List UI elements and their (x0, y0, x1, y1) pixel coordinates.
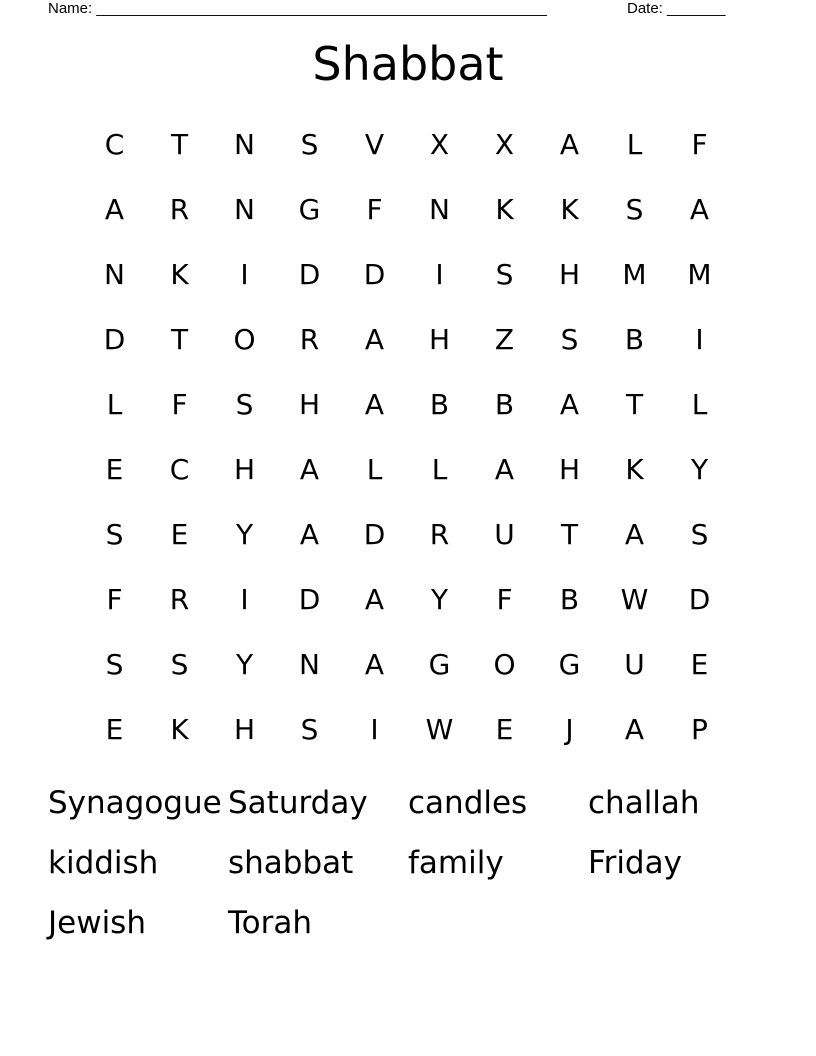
grid-row (82, 567, 732, 632)
grid-letter[interactable]: T (170, 323, 189, 356)
grid-letter[interactable]: F (366, 193, 383, 226)
grid-letter[interactable]: B (494, 388, 515, 421)
grid-letter[interactable]: H (428, 323, 451, 356)
grid-letter[interactable]: X (494, 128, 515, 161)
grid-letter[interactable]: G (558, 648, 581, 681)
grid-letter[interactable]: C (104, 128, 125, 161)
grid-letter[interactable]: W (620, 583, 649, 616)
grid-letter[interactable]: D (363, 518, 386, 551)
grid-row (82, 632, 732, 697)
word-bank-item: shabbat (228, 845, 354, 881)
worksheet-header (48, 0, 748, 20)
grid-letter[interactable]: I (695, 323, 704, 356)
grid-row (82, 112, 732, 177)
grid-letter[interactable]: S (560, 323, 579, 356)
grid-letter[interactable]: M (622, 258, 647, 291)
grid-letter[interactable]: A (494, 453, 515, 486)
grid-letter[interactable]: S (170, 648, 189, 681)
grid-row (82, 502, 732, 567)
grid-letter[interactable]: Z (494, 323, 515, 356)
grid-letter[interactable]: G (428, 648, 451, 681)
grid-letter[interactable]: N (104, 258, 125, 291)
word-bank-item: Synagogue (48, 785, 222, 821)
grid-letter[interactable]: R (429, 518, 450, 551)
grid-letter[interactable]: I (435, 258, 444, 291)
grid-letter[interactable]: E (690, 648, 709, 681)
grid-letter[interactable]: D (688, 583, 711, 616)
grid-letter[interactable]: Y (430, 583, 449, 616)
grid-letter[interactable]: A (364, 323, 385, 356)
grid-letter[interactable]: U (624, 648, 645, 681)
grid-letter[interactable]: S (105, 518, 124, 551)
grid-letter[interactable]: H (558, 258, 581, 291)
grid-letter[interactable]: L (691, 388, 708, 421)
grid-letter[interactable]: A (364, 648, 385, 681)
grid-letter[interactable]: U (494, 518, 515, 551)
grid-letter[interactable]: N (234, 193, 255, 226)
grid-letter[interactable]: D (298, 258, 321, 291)
grid-letter[interactable]: I (370, 713, 379, 746)
grid-letter[interactable]: P (691, 713, 708, 746)
grid-letter[interactable]: V (364, 128, 385, 161)
page-title: Shabbat (312, 37, 504, 91)
grid-letter[interactable]: F (106, 583, 123, 616)
grid-letter[interactable]: G (298, 193, 321, 226)
grid-letter[interactable]: A (689, 193, 710, 226)
word-bank-item: Saturday (228, 785, 368, 821)
word-bank-item: Torah (228, 905, 313, 941)
grid-letter[interactable]: W (425, 713, 454, 746)
date-field-label[interactable]: Date: _______ (627, 0, 726, 17)
grid-letter[interactable]: D (103, 323, 126, 356)
grid-letter[interactable]: D (298, 583, 321, 616)
grid-letter[interactable]: A (299, 518, 320, 551)
grid-letter[interactable]: A (559, 128, 580, 161)
grid-letter[interactable]: L (626, 128, 643, 161)
grid-row (82, 242, 732, 307)
grid-letter[interactable]: B (429, 388, 450, 421)
grid-letter[interactable]: A (624, 713, 645, 746)
word-bank-item: candles (408, 785, 528, 821)
grid-letter[interactable]: K (495, 193, 514, 226)
grid-letter[interactable]: H (233, 713, 256, 746)
grid-letter[interactable]: M (687, 258, 712, 291)
grid-letter[interactable]: R (169, 583, 190, 616)
grid-letter[interactable]: H (233, 453, 256, 486)
grid-letter[interactable]: S (625, 193, 644, 226)
grid-letter[interactable]: H (558, 453, 581, 486)
grid-row (82, 437, 732, 502)
grid-letter[interactable]: E (495, 713, 514, 746)
word-bank-item: Friday (588, 845, 682, 881)
grid-row (82, 177, 732, 242)
grid-letter[interactable]: S (495, 258, 514, 291)
grid-letter[interactable]: S (300, 713, 319, 746)
grid-letter[interactable]: Y (690, 453, 709, 486)
grid-letter[interactable]: N (429, 193, 450, 226)
grid-row (82, 697, 732, 762)
grid-letter[interactable]: C (169, 453, 190, 486)
grid-letter[interactable]: R (169, 193, 190, 226)
grid-letter[interactable]: A (299, 453, 320, 486)
grid-letter[interactable]: O (493, 648, 516, 681)
grid-letter[interactable]: K (170, 713, 189, 746)
word-bank-item: kiddish (48, 845, 159, 881)
grid-letter[interactable]: F (171, 388, 188, 421)
grid-row (82, 372, 732, 437)
grid-letter[interactable]: A (364, 583, 385, 616)
word-bank-item: family (408, 845, 504, 881)
grid-letter[interactable]: R (299, 323, 320, 356)
grid-letter[interactable]: L (366, 453, 383, 486)
grid-letter[interactable]: E (105, 713, 124, 746)
grid-letter[interactable]: K (560, 193, 579, 226)
grid-letter[interactable]: B (624, 323, 645, 356)
grid-letter[interactable]: I (240, 583, 249, 616)
grid-letter[interactable]: Y (235, 648, 254, 681)
grid-letter[interactable]: K (625, 453, 644, 486)
grid-letter[interactable]: T (170, 128, 189, 161)
grid-letter[interactable]: B (559, 583, 580, 616)
grid-letter[interactable]: T (625, 388, 644, 421)
grid-letter[interactable]: L (431, 453, 448, 486)
grid-letter[interactable]: S (235, 388, 254, 421)
word-bank-item: Jewish (48, 905, 146, 941)
grid-letter[interactable]: J (565, 713, 574, 746)
grid-letter[interactable]: A (624, 518, 645, 551)
grid-letter[interactable]: O (233, 323, 256, 356)
grid-letter[interactable]: H (298, 388, 321, 421)
grid-letter[interactable]: Y (235, 518, 254, 551)
grid-letter[interactable]: S (690, 518, 709, 551)
grid-letter[interactable]: K (170, 258, 189, 291)
word-search-grid (82, 112, 732, 762)
grid-letter[interactable]: S (105, 648, 124, 681)
grid-letter[interactable]: A (364, 388, 385, 421)
grid-letter[interactable]: I (240, 258, 249, 291)
grid-letter[interactable]: X (429, 128, 450, 161)
grid-letter[interactable]: D (363, 258, 386, 291)
grid-letter[interactable]: N (299, 648, 320, 681)
word-bank (48, 775, 768, 955)
grid-letter[interactable]: T (560, 518, 579, 551)
grid-letter[interactable]: E (170, 518, 189, 551)
grid-letter[interactable]: S (300, 128, 319, 161)
grid-letter[interactable]: A (559, 388, 580, 421)
name-field-label[interactable]: Name: ______________________________________________________ (48, 0, 547, 17)
word-bank-item: challah (588, 785, 700, 821)
grid-letter[interactable]: E (105, 453, 124, 486)
grid-row (82, 307, 732, 372)
grid-letter[interactable]: N (234, 128, 255, 161)
grid-letter[interactable]: A (104, 193, 125, 226)
grid-letter[interactable]: F (691, 128, 708, 161)
grid-letter[interactable]: L (106, 388, 123, 421)
grid-letter[interactable]: F (496, 583, 513, 616)
